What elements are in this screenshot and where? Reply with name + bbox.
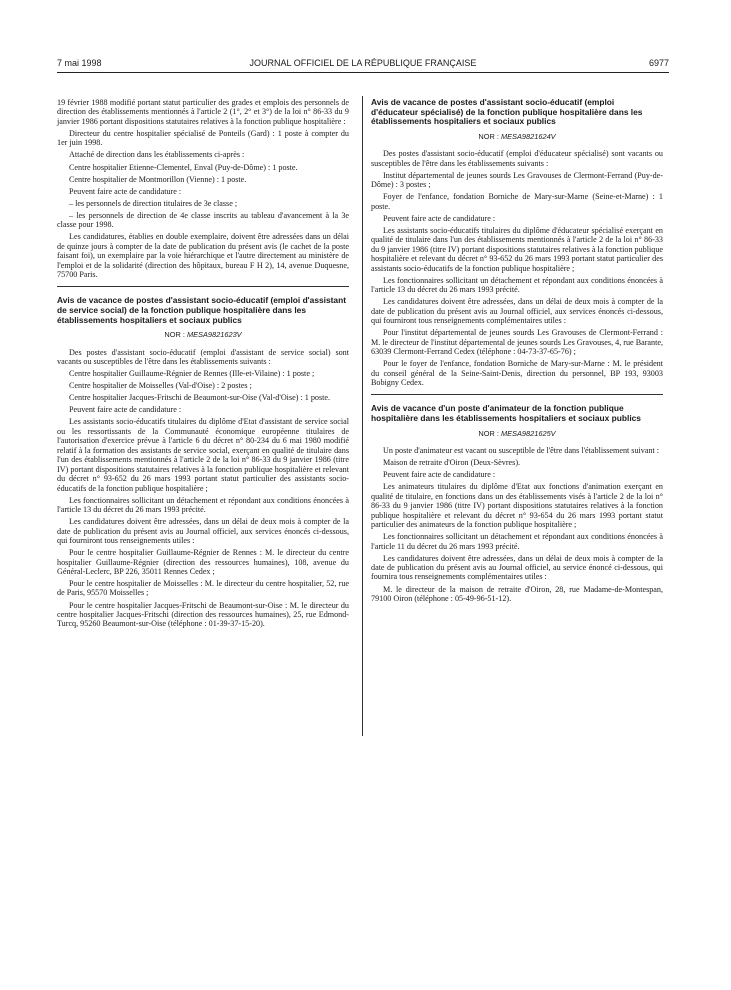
left-column — [57, 98, 349, 631]
intro-paragraph: 19 février 1988 modifié portant statut particulier des grades et emplois des personnels de direction des établissements mentionnés à l'article 2 (1°, 2° et 3°) de la loi n° 86-33 du 9 janvier 1986 portant dispositions statutaires relatives à la fonction publique hospitalière : — [57, 98, 349, 126]
notice-paragraph: Centre hospitalier Guillaume-Régnier de Rennes (Ille-et-Vilaine) : 1 poste ; — [69, 369, 315, 379]
notice-paragraph: Les assistants socio-éducatifs titulaires du diplôme d'éducateur spécialisé exerçant en qualité de titulaire dans l'un des établissements mentionnés à l'article 2 de la loi n° 86-33 du 9 janvier 1986 (titre IV) portant dispositions statutaires relatives à la fonction publique hospitalière et relevant du décret n° 93-652 du 26 mars 1993 portant statut particulier des assistants socio-éducatifs de la fonction publique hospitalière ; — [371, 225, 663, 273]
notice-title: Avis de vacance de postes d'assistant socio-éducatif (emploi d'assistant de service social) de la fonction publique hospitalière dans les établissements hospitaliers et sociaux publics — [57, 295, 346, 325]
page-header — [57, 58, 669, 72]
nor-code: MESA9821625V — [500, 428, 556, 438]
nor-code: MESA9821624V — [500, 131, 556, 141]
notice-paragraph: Un poste d'animateur est vacant ou susceptible de l'être dans l'établissement suivant : — [383, 446, 660, 456]
section-separator — [371, 394, 663, 395]
notice-paragraph: Les fonctionnaires sollicitant un détachement et répondant aux conditions énoncées à l'article 13 du décret du 26 mars 1993 précité. — [371, 275, 663, 295]
notice-paragraph: Les animateurs titulaires du diplôme d'Etat aux fonctions d'animation exerçant en qualité de titulaire, en fonctions dans un des établissements visés à l'article 2 de la loi n° 86-33 du 9 janvier 1986 (titre IV) portant dispositions statutaires relatives à la fonction publique hospitalière et relevant du décret n° 93-654 du 26 mars 1993 portant statut particulier des animateurs de la fonction publique hospitalière ; — [371, 482, 663, 529]
intro-paragraph: Peuvent faire acte de candidature : — [69, 186, 182, 196]
notice-paragraph: Les candidatures doivent être adressées, dans un délai de deux mois à compter de la date de publication du présent avis au Journal officiel, au service énoncé ci-dessous, qui fournira tous renseignements complémentaires utiles : — [371, 553, 663, 582]
notice-paragraph: Pour le centre hospitalier Guillaume-Régnier de Rennes : M. le directeur du centre hospitalier Guillaume-Régnier (direction des ressources humaines), 108, avenue du Général-Leclerc, BP 226, 35011 Rennes Cedex ; — [57, 548, 349, 576]
nor-label: NOR : — [478, 131, 499, 141]
notice-title: Avis de vacance d'un poste d'animateur de la fonction publique hospitalière dans les établissements hospitaliers et sociaux publics — [371, 403, 641, 423]
notice-paragraph: Pour le centre hospitalier Jacques-Fritschi de Beaumont-sur-Oise : M. le directeur du centre hospitalier Jacques-Fritschi (direction des ressources humaines), 25, rue Edmond-Turcq, 95260 Beaumont-sur-Oise (téléphone : 01-39-37-15-20). — [57, 600, 349, 629]
notice-paragraph: Centre hospitalier Jacques-Fritschi de Beaumont-sur-Oise (Val-d'Oise) : 1 poste. — [69, 393, 331, 403]
intro-paragraph: Centre hospitalier de Montmorillon (Vienne) : 1 poste. — [69, 174, 247, 184]
notice-paragraph: Les candidatures doivent être adressées, dans un délai de deux mois à compter de la date de publication du présent avis au Journal officiel, aux services énoncés ci-dessous, qui fourniront tous renseignements utiles : — [57, 517, 349, 545]
nor-reference — [371, 132, 663, 141]
notice-title: Avis de vacance de postes d'assistant socio-éducatif (emploi d'éducateur spécialisé) de la fonction publique hospitalière dans les établissements hospitaliers et sociaux publics — [371, 97, 643, 127]
header-rule — [57, 72, 669, 73]
notice-paragraph: Pour le foyer de l'enfance, fondation Borniche de Mary-sur-Marne : M. le président du conseil général de la Seine-Saint-Denis, direction du personnel, BP 193, 93003 Bobigny Cedex. — [371, 359, 663, 387]
notice-paragraph: Pour l'institut départemental de jeunes sourds Les Gravouses de Clermont-Ferrand : M. le directeur de l'institut départemental de jeunes sourds Les Gravouses, 4, rue Barante, 63039 Clermont-Ferrand Cedex (téléphone : 04-73-37-65-76) ; — [371, 328, 663, 356]
notice-paragraph: Les candidatures doivent être adressées, dans un délai de deux mois à compter de la date de publication du présent avis au Journal officiel, aux services énoncés ci-dessous, qui fourniront tous renseignements complémentaires utiles : — [371, 297, 663, 326]
notice-paragraph: Institut départemental de jeunes sourds Les Gravouses de Clermont-Ferrand (Puy-de-Dôme) : 3 postes ; — [371, 170, 663, 190]
notice-paragraph: Les fonctionnaires sollicitant un détachement et répondant aux conditions énoncées à l'article 11 du décret du 26 mars 1993 précité. — [371, 532, 663, 551]
notice-paragraph: Pour le centre hospitalier de Moisselles : M. le directeur du centre hospitalier, 52, rue de Paris, 95570 Moisselles ; — [57, 579, 349, 598]
nor-label: NOR : — [164, 330, 185, 340]
right-column — [371, 98, 663, 606]
notice-paragraph: Peuvent faire acte de candidature : — [383, 213, 496, 223]
notice-paragraph: Les assistants socio-éducatifs titulaires du diplôme d'Etat d'assistant de service social ou les ressortissants de la Communauté économique européenne titulaires de l'autorisation d'exercice prévue à l'article 6 du décret n° 80-234 du 6 mai 1980 modifié relatif à la formation des assistants de service social, exerçant en qualité de titulaire dans l'un des établissements mentionnés à l'article 2 de la loi n° 86-33 du 9 janvier 1986 (titre IV) portant dispositions statutaires relatives à la fonction publique hospitalière et relevant du décret n° 93-652 du 26 mars 1993 portant statut particulier des assistants socio-éducatifs de la fonction publique hospitalière ; — [57, 417, 349, 493]
page-number: 6977 — [648, 58, 669, 68]
header-title: JOURNAL OFFICIEL DE LA RÉPUBLIQUE FRANÇAISE — [249, 58, 477, 68]
notice-paragraph: Foyer de l'enfance, fondation Borniche de Mary-sur-Marne (Seine-et-Marne) : 1 poste. — [371, 192, 663, 211]
intro-paragraph: Attaché de direction dans les établissements ci-après : — [69, 150, 245, 160]
intro-paragraph: Les candidatures, établies en double exemplaire, doivent être adressées dans un délai de quinze jours à compter de la date de publication du présent avis (le cachet de la poste faisant foi), un exemplaire par la voie hiérarchique et l'autre directement au ministère de l'emploi et de la solidarité (direction des hôpitaux, bureau F H 2), 14, avenue Duquesne, 75700 Paris. — [57, 232, 349, 279]
section-separator — [57, 286, 349, 287]
nor-label: NOR : — [478, 428, 499, 438]
header-date: 7 mai 1998 — [57, 58, 102, 68]
intro-paragraph: – les personnels de direction de 4e classe inscrits au tableau d'avancement à la 3e classe pour 1998. — [57, 210, 349, 230]
column-divider — [362, 96, 363, 736]
notice-paragraph: Maison de retraite d'Oiron (Deux-Sèvres). — [383, 458, 521, 468]
intro-paragraph: Centre hospitalier Etienne-Clementel, Enval (Puy-de-Dôme) : 1 poste. — [69, 162, 298, 172]
notice-paragraph: M. le directeur de la maison de retraite d'Oiron, 28, rue Madame-de-Montespan, 79100 Oiron (téléphone : 05-49-96-51-12). — [371, 584, 663, 603]
intro-paragraph: – les personnels de direction titulaires de 3e classe ; — [69, 198, 238, 208]
nor-reference — [371, 429, 663, 438]
notice-paragraph: Des postes d'assistant socio-éducatif (emploi d'assistant de service social) sont vacants ou susceptibles de l'être dans les établissements suivants : — [57, 347, 349, 367]
intro-paragraph: Directeur du centre hospitalier spécialisé de Ponteils (Gard) : 1 poste à compter du 1er juin 1998. — [57, 128, 349, 148]
nor-code: MESA9821623V — [186, 330, 242, 340]
notice-paragraph: Peuvent faire acte de candidature : — [383, 470, 496, 480]
notice-paragraph: Peuvent faire acte de candidature : — [69, 405, 182, 415]
nor-reference — [57, 330, 349, 339]
notice-paragraph: Des postes d'assistant socio-éducatif (emploi d'éducateur spécialisé) sont vacants ou susceptibles de l'être dans les établissements suivants : — [371, 149, 663, 168]
notice-paragraph: Centre hospitalier de Moisselles (Val-d'Oise) : 2 postes ; — [69, 381, 252, 391]
notice-paragraph: Les fonctionnaires sollicitant un détachement et répondant aux conditions énoncées à l'article 13 du décret du 26 mars 1993 précité. — [57, 495, 349, 515]
